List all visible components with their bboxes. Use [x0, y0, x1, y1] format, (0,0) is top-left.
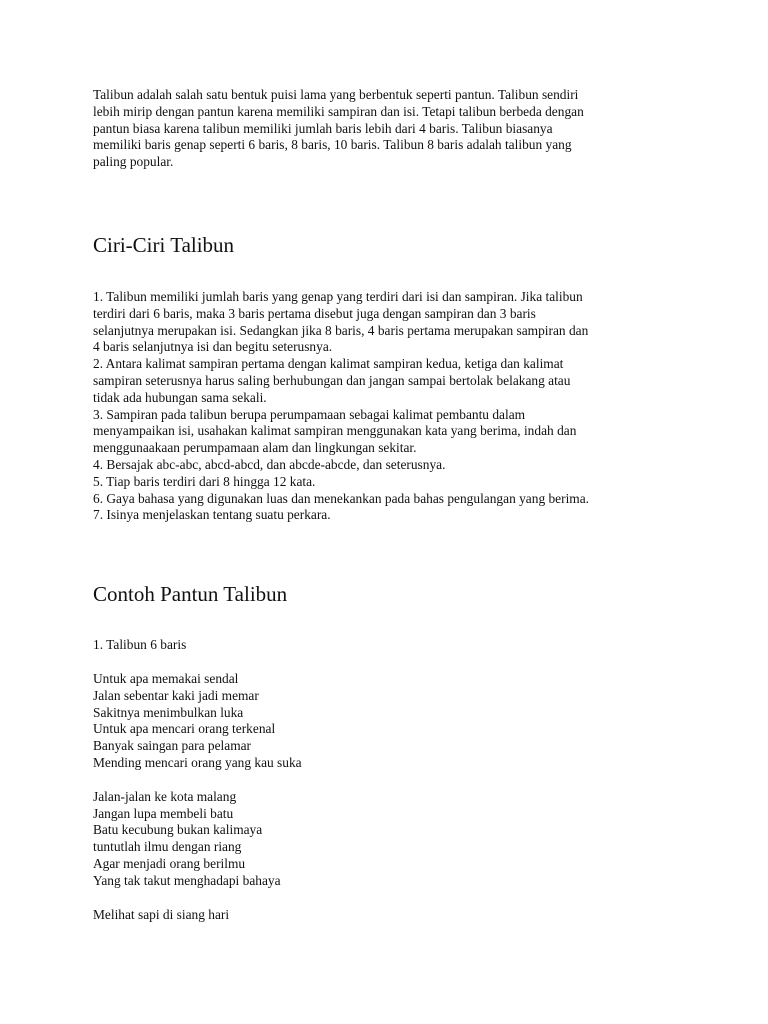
stanza: [93, 789, 693, 890]
stanza-line: Untuk apa mencari orang terkenal: [93, 721, 276, 737]
stanza: [93, 907, 693, 924]
ciri-line: 6. Gaya bahasa yang digunakan luas dan menekankan pada bahas pengulangan yang berima.: [93, 490, 590, 506]
document-page: [93, 87, 693, 923]
stanza-line: Banyak saingan para pelamar: [93, 738, 252, 754]
ciri-line: menyampaikan isi, usahakan kalimat sampiran menggunakan kata yang berima, indah dan: [93, 423, 577, 439]
ciri-line: selanjutnya merupakan isi. Sedangkan jika 8 baris, 4 baris pertama merupakan sampiran dan: [93, 322, 589, 338]
ciri-line: 3. Sampiran pada talibun berupa perumpamaan sebagai kalimat pembantu dalam: [93, 406, 526, 422]
intro-line: Talibun adalah salah satu bentuk puisi lama yang berbentuk seperti pantun. Talibun sendiri: [93, 87, 579, 102]
stanza-line: tuntutlah ilmu dengan riang: [93, 839, 242, 855]
stanza: [93, 671, 693, 772]
ciri-line: tidak ada hubungan sama sekali.: [93, 389, 267, 405]
heading-ciri-ciri-talibun: Ciri-Ciri Talibun: [93, 232, 235, 257]
ciri-line: 4. Bersajak abc-abc, abcd-abcd, dan abcde-abcde, dan seterusnya.: [93, 456, 446, 472]
intro-line: pantun biasa karena talibun memiliki jumlah baris lebih dari 4 baris. Talibun biasanya: [93, 120, 553, 136]
stanza-line: Melihat sapi di siang hari: [93, 906, 230, 922]
stanza-line: Jalan sebentar kaki jadi memar: [93, 687, 259, 703]
ciri-line: 5. Tiap baris terdiri dari 8 hingga 12 kata.: [93, 473, 316, 489]
stanza-line: Yang tak takut menghadapi bahaya: [93, 872, 281, 888]
stanza-line: Jalan-jalan ke kota malang: [93, 788, 237, 804]
intro-line: paling popular.: [93, 154, 174, 170]
contoh-subheading: 1. Talibun 6 baris: [93, 637, 187, 653]
stanza-line: Mending mencari orang yang kau suka: [93, 754, 302, 770]
stanza-line: Agar menjadi orang berilmu: [93, 855, 246, 871]
intro-paragraph: [93, 87, 693, 171]
ciri-line: terdiri dari 6 baris, maka 3 baris pertama disebut juga dengan sampiran dan 3 baris: [93, 305, 536, 321]
ciri-line: 7. Isinya menjelaskan tentang suatu perkara.: [93, 507, 331, 523]
ciri-line: 2. Antara kalimat sampiran pertama dengan kalimat sampiran kedua, ketiga dan kalimat: [93, 356, 564, 372]
ciri-line: sampiran seterusnya harus saling berhubungan dan jangan sampai bertolak belakang atau: [93, 372, 571, 388]
stanza-line: Untuk apa memakai sendal: [93, 670, 239, 686]
intro-line: memiliki baris genap seperti 6 baris, 8 baris, 10 baris. Talibun 8 baris adalah talibun yang: [93, 137, 572, 153]
stanza-line: Sakitnya menimbulkan luka: [93, 704, 244, 720]
ciri-line: 4 baris selanjutnya isi dan begitu seterusnya.: [93, 339, 333, 355]
ciri-line: 1. Talibun memiliki jumlah baris yang genap yang terdiri dari isi dan sampiran. Jika talibun: [93, 288, 583, 304]
stanza-line: Batu kecubung bukan kalimaya: [93, 822, 263, 838]
stanza-line: Jangan lupa membeli batu: [93, 805, 234, 821]
ciri-line: menggunaakaan perumpamaan alam dan lingkungan sekitar.: [93, 440, 417, 456]
intro-line: lebih mirip dengan pantun karena memiliki sampiran dan isi. Tetapi talibun berbeda dengan: [93, 103, 584, 119]
ciri-list: [93, 289, 693, 524]
heading-contoh-pantun-talibun: Contoh Pantun Talibun: [93, 582, 288, 607]
